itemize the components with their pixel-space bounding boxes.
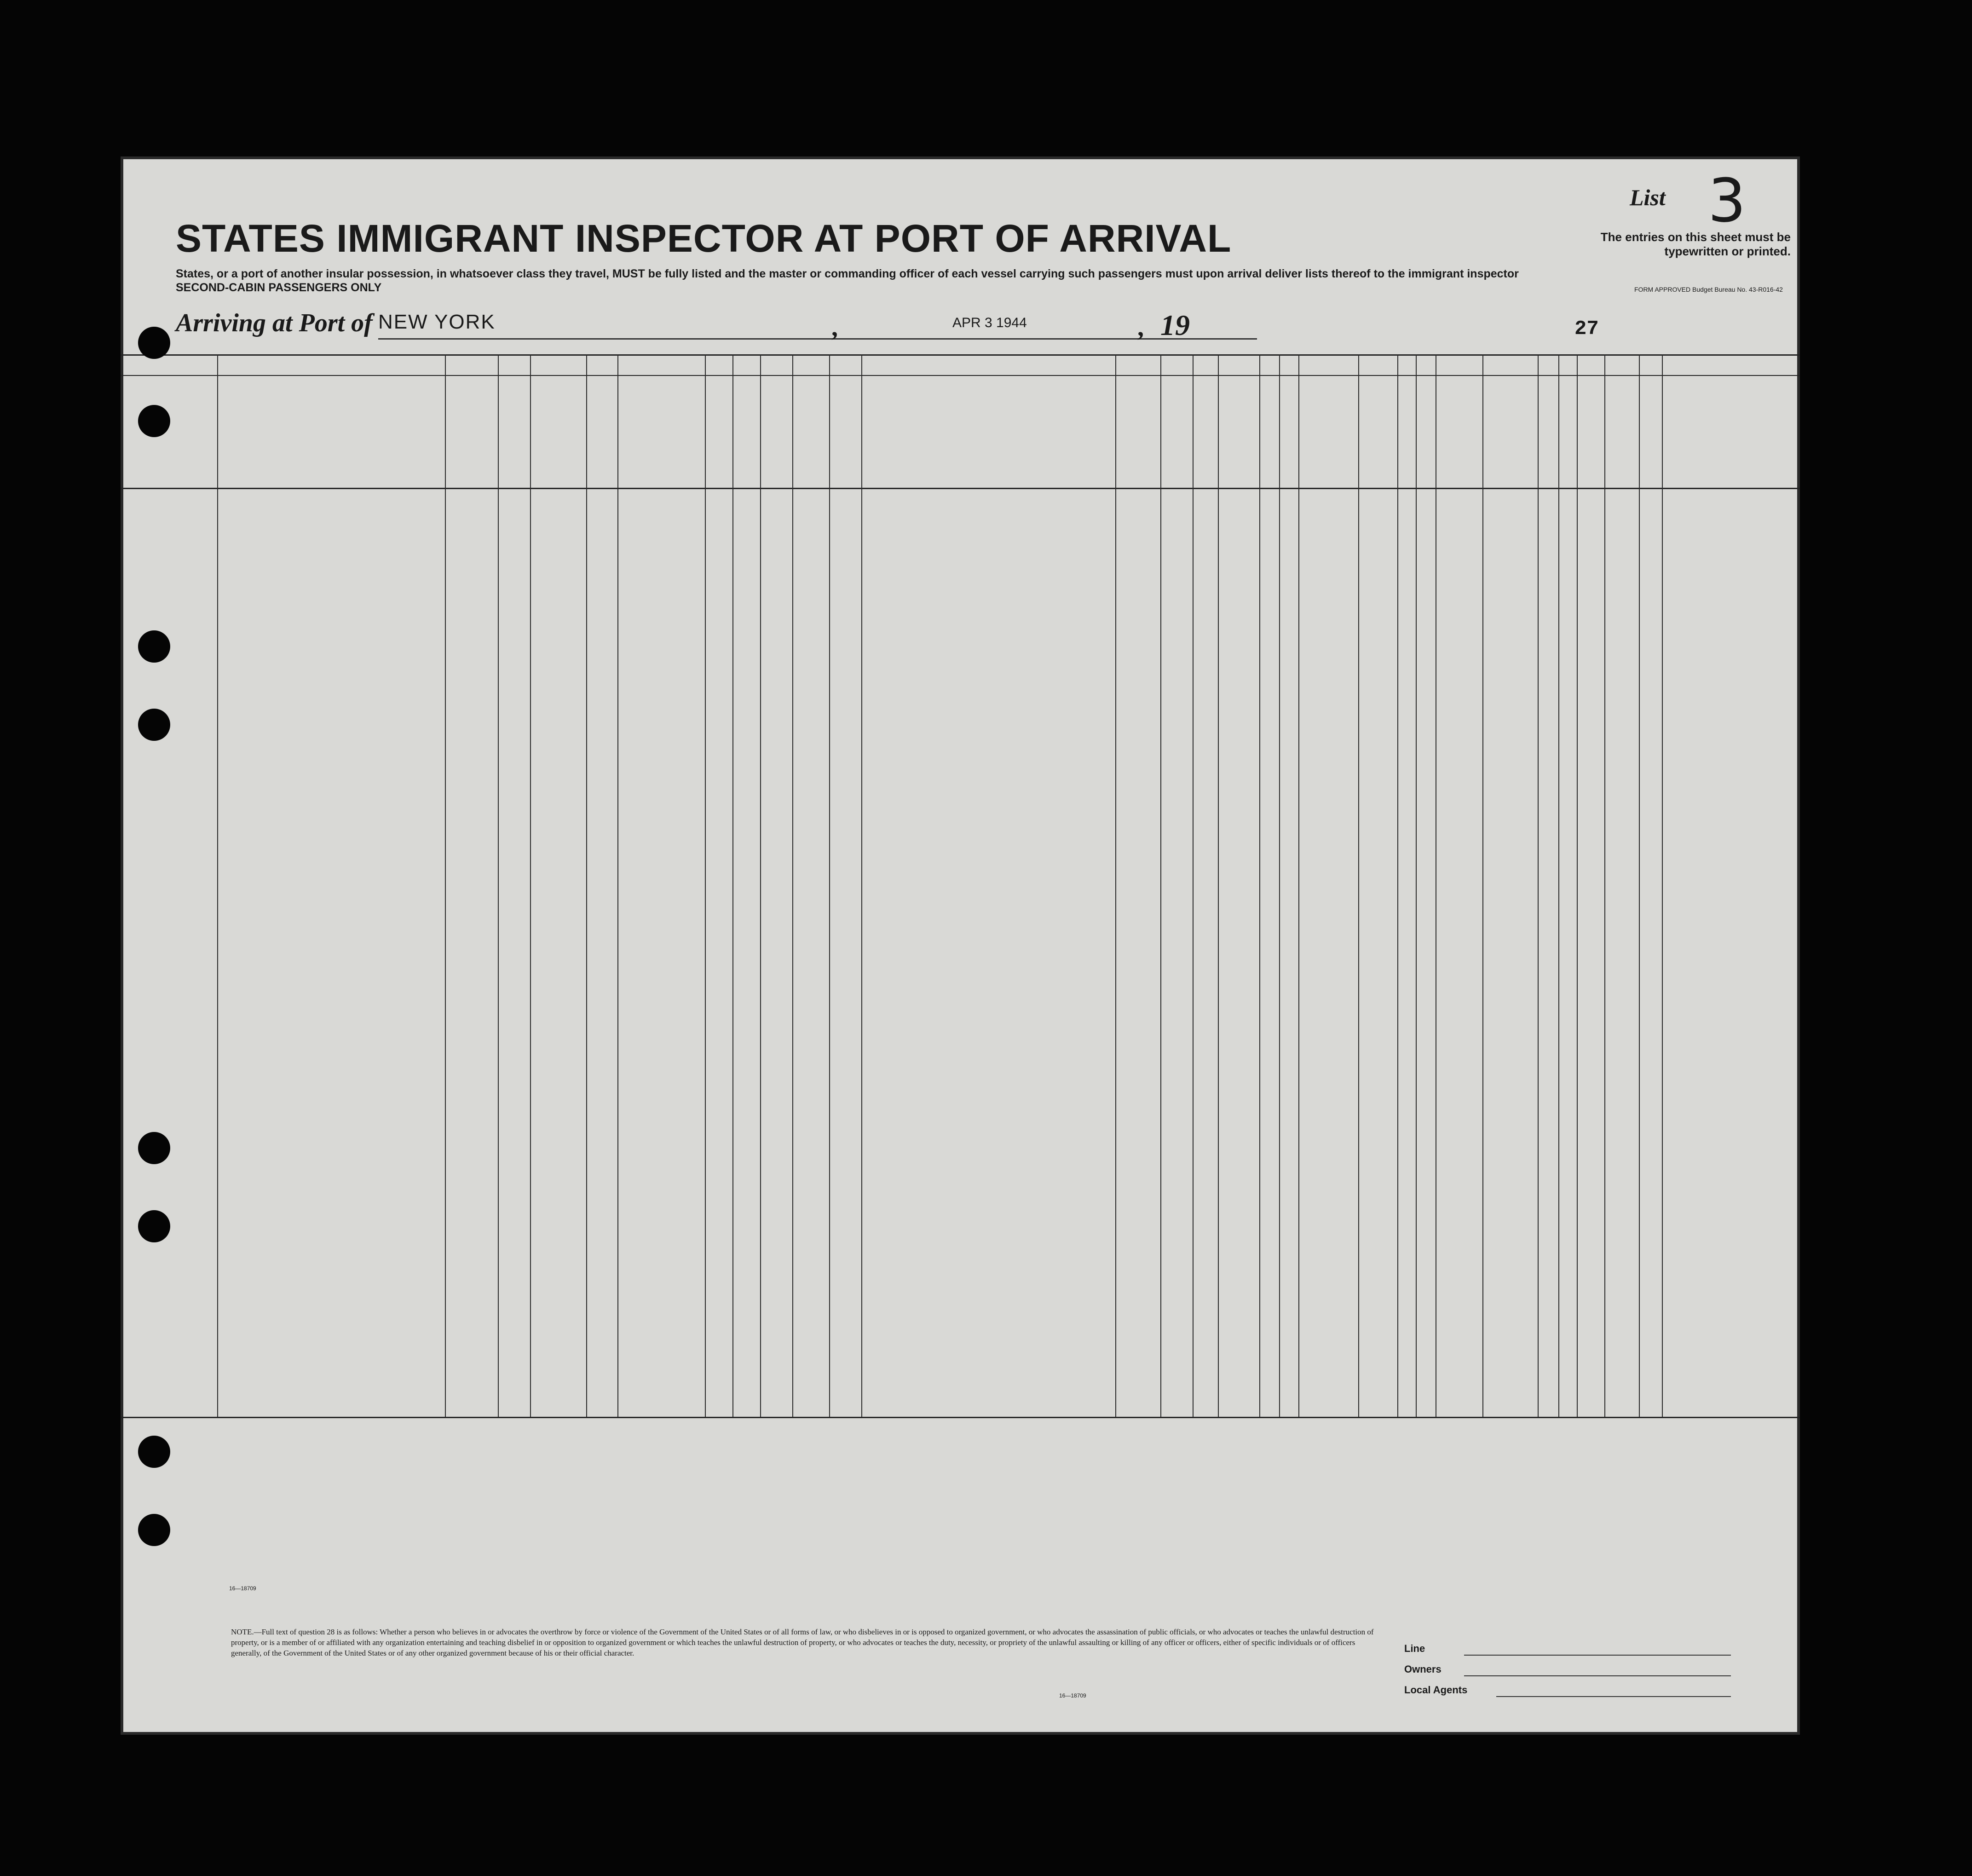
header-if-yes bbox=[762, 420, 859, 430]
column-number bbox=[312, 359, 349, 373]
column-rule bbox=[792, 354, 793, 1417]
header-arrested bbox=[1418, 380, 1434, 485]
header-join-relative bbox=[863, 396, 1113, 456]
header-bottom-rule bbox=[121, 488, 1800, 489]
column-rule bbox=[1160, 354, 1161, 1417]
column-rule bbox=[1604, 354, 1605, 1417]
column-rule bbox=[498, 354, 499, 1417]
column-number bbox=[1492, 359, 1528, 373]
header-last-residence bbox=[734, 409, 859, 419]
header-foreign-country bbox=[447, 419, 496, 483]
column-rule bbox=[1482, 354, 1483, 1417]
header-purpose bbox=[1117, 377, 1216, 398]
list-number: 3 bbox=[1708, 166, 1746, 236]
header-eyes bbox=[1641, 442, 1660, 456]
binder-hole bbox=[138, 1210, 170, 1242]
column-rule bbox=[1193, 354, 1194, 1417]
header-state bbox=[500, 437, 528, 451]
binder-hole bbox=[138, 1132, 170, 1164]
binder-hole bbox=[138, 709, 170, 741]
header-where bbox=[794, 442, 827, 456]
header-passage-paid-sub bbox=[619, 423, 703, 483]
binder-hole bbox=[138, 1436, 170, 1468]
column-number-rule bbox=[121, 375, 1800, 376]
header-health bbox=[1437, 396, 1481, 465]
header-purpose-c bbox=[1194, 400, 1216, 483]
column-number bbox=[1572, 359, 1609, 373]
column-rule bbox=[530, 354, 531, 1417]
column-number bbox=[643, 359, 680, 373]
line-label: Line bbox=[1404, 1643, 1425, 1654]
column-number bbox=[1147, 359, 1183, 373]
binder-hole bbox=[138, 327, 170, 359]
comma-mark: , bbox=[1137, 313, 1144, 342]
binder-hole bbox=[138, 630, 170, 663]
form-code: 16—18709 bbox=[229, 1585, 256, 1592]
header-anarchist bbox=[1261, 380, 1277, 485]
table-top-rule bbox=[121, 354, 1800, 356]
form-approved: FORM APPROVED Budget Bureau No. 43-R016-42 bbox=[1634, 286, 1783, 293]
header-prison bbox=[1220, 380, 1257, 485]
column-rule bbox=[1416, 354, 1417, 1417]
agents-rule bbox=[1496, 1696, 1731, 1697]
column-rule bbox=[445, 354, 446, 1417]
header-passage-paid bbox=[619, 387, 703, 428]
header-inches bbox=[1560, 456, 1575, 483]
year-stamp: 27 bbox=[1574, 317, 1599, 341]
column-rule bbox=[1358, 354, 1359, 1417]
column-rule bbox=[1115, 354, 1116, 1417]
column-number bbox=[583, 359, 620, 373]
header-ever-before bbox=[734, 377, 859, 410]
header-color-of bbox=[1606, 380, 1660, 393]
header-city bbox=[532, 437, 584, 451]
list-label bbox=[1630, 166, 1768, 236]
header-purpose-a bbox=[1117, 400, 1159, 483]
column-rule bbox=[732, 354, 733, 1417]
owners-label: Owners bbox=[1404, 1663, 1442, 1675]
column-number bbox=[1713, 359, 1749, 373]
column-rule bbox=[217, 354, 218, 1417]
column-number bbox=[1310, 359, 1347, 373]
form-subtitle bbox=[176, 267, 1648, 308]
column-number bbox=[1616, 359, 1653, 373]
header-deformed bbox=[1484, 396, 1536, 465]
year-prefix: 19 bbox=[1160, 309, 1190, 341]
column-rule bbox=[1662, 354, 1663, 1417]
column-rule bbox=[586, 354, 587, 1417]
header-usa bbox=[500, 400, 584, 428]
manifest-table bbox=[121, 354, 1800, 1597]
date-value: APR 3 1944 bbox=[952, 315, 1027, 330]
header-labor-offer bbox=[1360, 380, 1395, 485]
manifest-sheet bbox=[121, 156, 1800, 1735]
header-polygamist bbox=[1281, 380, 1297, 485]
agents-field bbox=[1404, 1684, 1772, 1703]
agents-label: Local Agents bbox=[1404, 1684, 1468, 1696]
port-value: NEW YORK bbox=[378, 311, 496, 333]
comma-mark: , bbox=[831, 313, 838, 342]
header-purpose-b bbox=[1162, 400, 1191, 483]
column-number bbox=[778, 359, 815, 373]
footer-note: NOTE.—Full text of question 28 is as follows: Whether a person who believes in or advocates the overthrow by force or violence of the Government of the United States or of all forms of law, or who disbelieves in or is opposed to organized government, or who advocates the assassination of public officials, or who advocates or teaches the unlawful destruction of property, or is a member of or affiliated with any organization entertaining and teaching disbelief in or opposition to organized government or which teaches the unlawful destruction of property, or who advocates or teaches the duty, necessity, or propriety of the unlawful assaulting or killing of any officer or officers, either of specific individuals or of officers generally, of the Government of the United States or of any other organized government because of his or their official character. bbox=[231, 1628, 1374, 1657]
column-rule bbox=[1538, 354, 1539, 1417]
subtitle-line-1: States, or a port of another insular possession, in whatsoever class they travel, MUST be fully listed and the master or commanding officer of each vessel carrying such passengers must upon arrival deliver lists thereof to the immigrant inspector bbox=[176, 267, 1519, 280]
column-number bbox=[1270, 359, 1307, 373]
header-marks bbox=[1664, 410, 1798, 428]
column-rule bbox=[1558, 354, 1559, 1417]
column-rule bbox=[1577, 354, 1578, 1417]
header-hair bbox=[1606, 442, 1637, 456]
header-final-destination bbox=[447, 380, 584, 391]
column-number bbox=[700, 359, 737, 373]
owners-field bbox=[1404, 1663, 1772, 1682]
form-code: 16—18709 bbox=[1059, 1692, 1086, 1699]
header-overthrow bbox=[1300, 380, 1356, 485]
binder-hole bbox=[138, 405, 170, 437]
header-complexion bbox=[1579, 410, 1603, 437]
subtitle-line-2: SECOND-CABIN PASSENGERS ONLY bbox=[176, 281, 382, 294]
column-rule bbox=[861, 354, 862, 1417]
header-fifty-dollars bbox=[707, 380, 731, 485]
column-rule bbox=[1279, 354, 1280, 1417]
header-date-departure bbox=[831, 430, 859, 481]
column-number bbox=[970, 359, 1007, 373]
column-number bbox=[1441, 359, 1477, 373]
column-number bbox=[150, 359, 187, 373]
list-label-text: List bbox=[1630, 185, 1666, 210]
arriving-label: Arriving at Port of bbox=[176, 309, 373, 337]
column-number bbox=[1407, 359, 1444, 373]
column-rule bbox=[1218, 354, 1219, 1417]
owners-rule bbox=[1464, 1675, 1731, 1676]
header-feet bbox=[1540, 456, 1557, 483]
form-title: STATES IMMIGRANT INSPECTOR AT PORT OF ARRIVAL bbox=[176, 217, 1232, 260]
header-year-period bbox=[762, 433, 790, 479]
binder-hole bbox=[138, 1514, 170, 1546]
column-rule bbox=[617, 354, 618, 1417]
line-field bbox=[1404, 1643, 1772, 1661]
header-excluded bbox=[1399, 380, 1414, 485]
column-rule bbox=[1639, 354, 1640, 1417]
header-height bbox=[1540, 380, 1575, 393]
column-rule bbox=[829, 354, 830, 1417]
table-bottom-rule bbox=[121, 1417, 1800, 1418]
column-rule bbox=[1298, 354, 1299, 1417]
column-rule bbox=[760, 354, 761, 1417]
column-number bbox=[535, 359, 571, 373]
list-note: The entries on this sheet must be typewritten or printed. bbox=[1600, 230, 1791, 258]
column-rule bbox=[1397, 354, 1398, 1417]
column-rule bbox=[705, 354, 706, 1417]
line-rule bbox=[1464, 1655, 1731, 1656]
column-number bbox=[1540, 359, 1577, 373]
header-relative-address bbox=[219, 387, 443, 479]
header-yes-no bbox=[734, 437, 758, 465]
column-rule bbox=[1259, 354, 1260, 1417]
header-final-destination-sub bbox=[447, 390, 584, 400]
header-ticket bbox=[588, 380, 616, 485]
